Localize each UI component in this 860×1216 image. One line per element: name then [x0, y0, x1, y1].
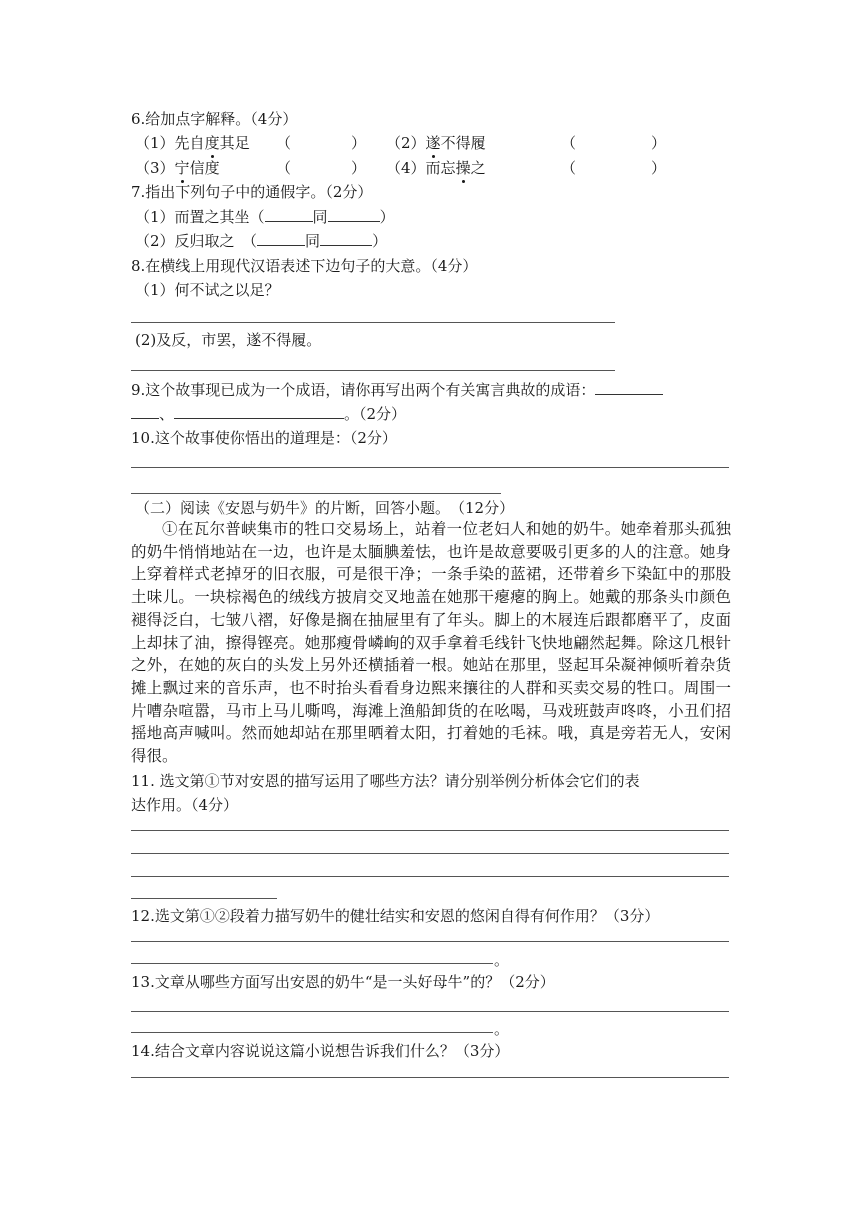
dotted-char: 操 [455, 159, 471, 177]
q12-period: 。 [494, 951, 510, 969]
answer-line[interactable] [131, 493, 501, 494]
q7-title: 7.指出下列句子中的通假字。（2分） [131, 183, 373, 201]
q6-item-2: （2）遂不得履 [386, 134, 486, 152]
q8-title: 8.在横线上用现代汉语表述下边句子的大意。（4分） [131, 257, 478, 275]
answer-blank[interactable] [320, 231, 372, 246]
q7-item-2: （2）反归取之 （ 同 ） [135, 232, 388, 250]
answer-blank[interactable] [265, 207, 313, 222]
answer-line[interactable] [131, 853, 729, 854]
q8-item-1: （1）何不试之以足？ [135, 281, 280, 299]
answer-line[interactable] [131, 963, 493, 964]
answer-blank[interactable] [174, 404, 344, 419]
q10-title: 10.这个故事使你悟出的道理是：（2分） [131, 429, 397, 447]
section-heading: （二）阅读《安恩与奶牛》的片断，回答小题。 （12分） [135, 499, 515, 517]
q9-line-2: 、 。（2分） [131, 404, 406, 424]
q11-line-1: 11. 选文第①节对安恩的描写运用了哪些方法？请分别举例分析体会它们的表 [131, 772, 640, 790]
q14-title: 14.结合文章内容说说这篇小说想告诉我们什么？（3分） [131, 1042, 510, 1060]
q6-item-1: （1）先自度其足 [135, 134, 250, 152]
answer-line[interactable] [131, 830, 729, 831]
answer-line[interactable] [131, 941, 729, 942]
q6-title: 6.给加点字解释。（4分） [131, 110, 298, 128]
answer-blank[interactable] [131, 404, 159, 419]
answer-line[interactable] [131, 467, 729, 468]
q8-item-2: (2)及反，市罢，遂不得履。 [135, 331, 322, 349]
answer-line[interactable] [131, 1032, 493, 1033]
answer-blank[interactable] [328, 207, 380, 222]
answer-blank[interactable] [257, 231, 305, 246]
q6-answer-4[interactable]: （ ） [561, 159, 667, 177]
answer-blank[interactable] [595, 380, 663, 395]
answer-line[interactable] [131, 322, 615, 323]
q6-item-4: （4）而忘操之 [386, 159, 486, 177]
q7-item-1: （1）而置之其坐（ 同 ） [135, 208, 395, 226]
dotted-char: 宁 [174, 159, 190, 177]
answer-line[interactable] [131, 876, 729, 877]
q13-title: 13.文章从哪些方面写出安恩的奶牛“是一头好母牛”的？（2分） [131, 973, 555, 991]
q6-answer-2[interactable]: （ ） [561, 134, 667, 152]
q11-line-2: 达作用。（4分） [131, 796, 239, 814]
dotted-char: 度 [204, 134, 220, 152]
reading-passage: ①在瓦尔普峡集市的牲口交易场上，站着一位老妇人和她的奶牛。她牵着那头孤独的奶牛悄悄地站在一边，也许是太腼腆羞怯，也许是故意要吸引更多的人的注意。她身上穿着样式老掉牙的旧衣服，可是很干净；一条手染的蓝裙，还带着乡下染缸中的那股土味儿。一块棕褐色的绒线方披肩交叉地盖在她那干瘪瘪的胸上。她戴的那条头巾颜色褪得泛白，七皱八褶，好像是搁在抽屉里有了年头。脚上的木屐连后跟都磨平了，皮面上却抹了油，擦得铿亮。她那瘦骨嶙峋的双手拿着毛线针飞快地翩然起舞。除这几根针之外，在她的灰白的头发上另外还横插着一根。她站在那里，竖起耳朵凝神倾听着杂货摊上飘过来的音乐声，也不时抬头看看身边熙来攘往的人群和买卖交易的牲口。周围一片嘈杂喧嚣，马市上马儿嘶鸣，海滩上渔船卸货的在吆喝，马戏班鼓声咚咚，小丑们招摇地高声喊叫。然而她却站在那里晒着太阳，打着她的毛袜。哦，真是旁若无人，安闲得很。 [131, 520, 731, 766]
answer-line[interactable] [131, 1077, 729, 1078]
q6-answer-1[interactable]: （ ） [276, 134, 367, 152]
q6-answer-3[interactable]: （ ） [276, 159, 367, 177]
q6-item-3: （3）宁信度 [135, 159, 220, 177]
q12-title: 12.选文第①②段着力描写奶牛的健壮结实和安恩的悠闲自得有何作用？（3分） [131, 907, 660, 925]
q13-period: 。 [494, 1020, 510, 1038]
q9-line-1: 9.这个故事现已成为一个成语，请你再写出两个有关寓言典故的成语： [131, 380, 663, 400]
answer-line[interactable] [131, 370, 615, 371]
dotted-char: 遂 [425, 134, 441, 152]
answer-line[interactable] [131, 898, 277, 899]
answer-line[interactable] [131, 1011, 729, 1012]
